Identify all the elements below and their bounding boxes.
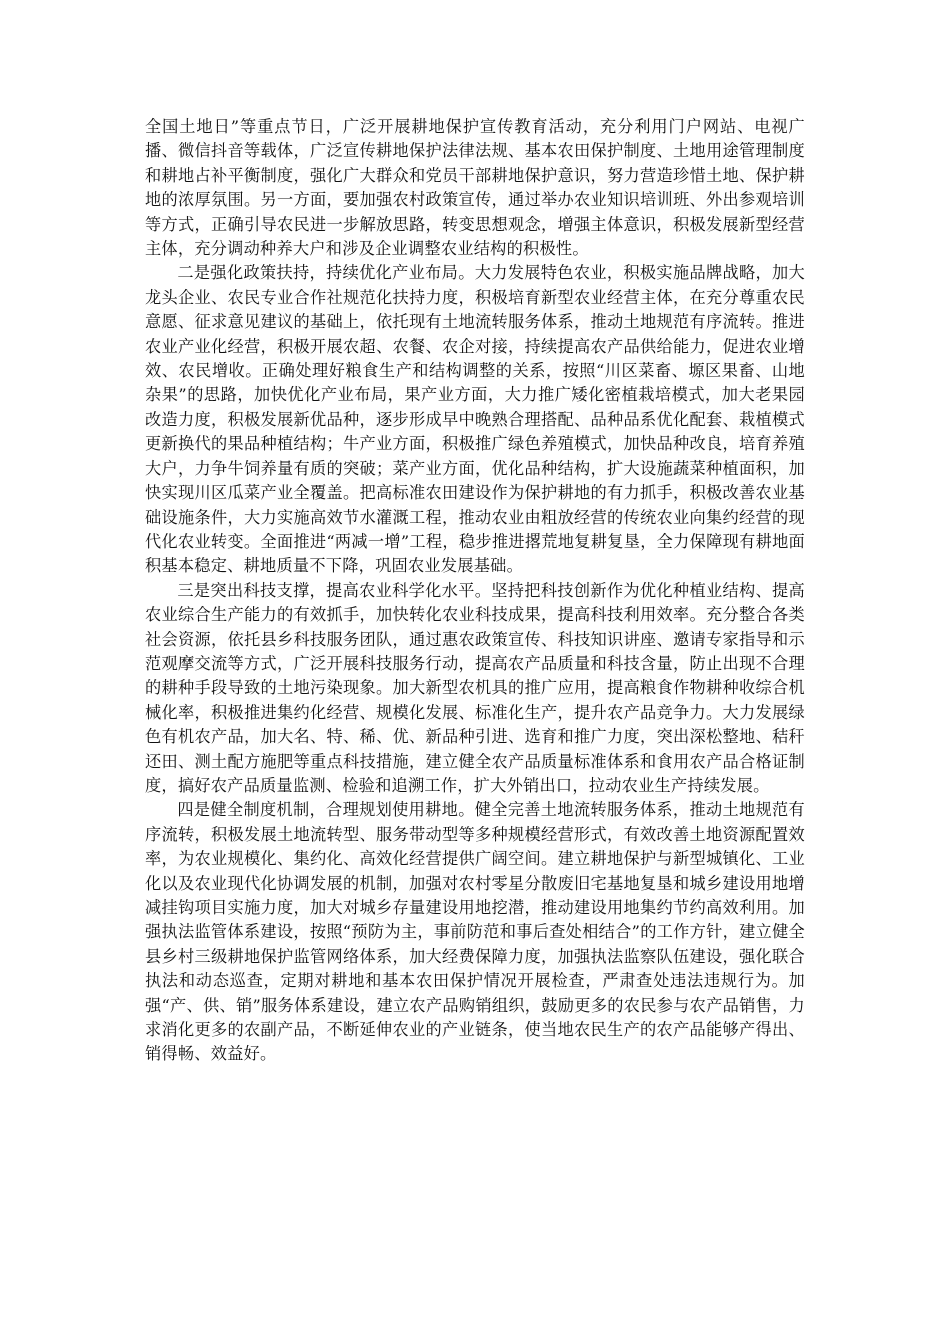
- document-body: [145, 115, 805, 1067]
- paragraph-technology-support: 三是突出科技支撑，提高农业科学化水平。坚持把科技创新作为优化种植业结构、提高农业综合生产能力的有效抓手，加快转化农业科技成果，提高科技利用效率。充分整合各类社会资源，依托县乡科技服务团队，通过惠农政策宣传、科技知识讲座、邀请专家指导和示范观摩交流等方式，广泛开展科技服务行动，提高农产品质量和科技含量，防止出现不合理的耕种手段导致的土地污染现象。加大新型农机具的推广应用，提高粮食作物耕种收综合机械化率，积极推进集约化经营、规模化发展、标准化生产，提升农产品竞争力。大力发展绿色有机农产品，加大名、特、稀、优、新品种引进、选育和推广力度，突出深松整地、秸秆还田、测土配方施肥等重点科技措施，建立健全农产品质量标准体系和食用农产品合格证制度，搞好农产品质量监测、检验和追溯工作，扩大外销出口，拉动农业生产持续发展。: [145, 580, 805, 795]
- paragraph-institutional-mechanism: 四是健全制度机制，合理规划使用耕地。健全完善土地流转服务体系，推动土地规范有序流转，积极发展土地流转型、服务带动型等多种规模经营形式，有效改善土地资源配置效率，为农业规模化、集约化、高效化经营提供广阔空间。建立耕地保护与新型城镇化、工业化以及农业现代化协调发展的机制，加强对农村零星分散废旧宅基地复垦和城乡建设用地增减挂钩项目实施力度，加大对城乡存量建设用地挖潜，推动建设用地集约节约高效利用。加强执法监管体系建设，按照“预防为主，事前防范和事后查处相结合”的工作方针，建立健全县乡村三级耕地保护监管网络体系，加大经费保障力度，加强执法监察队伍建设，强化联合执法和动态巡查，定期对耕地和基本农田保护情况开展检查，严肃查处违法违规行为。加强“产、供、销”服务体系建设，建立农产品购销组织，鼓励更多的农民参与农产品销售，力求消化更多的农副产品，不断延伸农业的产业链条，使当地农民生产的农产品能够产得出、销得畅、效益好。: [145, 800, 805, 1064]
- paragraph-policy-support: 二是强化政策扶持，持续优化产业布局。大力发展特色农业，积极实施品牌战略，加大龙头企业、农民专业合作社规范化扶持力度，积极培育新型农业经营主体，在充分尊重农民意愿、征求意见建议的基础上，依托现有土地流转服务体系，推动土地规范有序流转。推进农业产业化经营，积极开展农超、农餐、农企对接，持续提高农产品供给能力，促进农业增效、农民增收。正确处理好粮食生产和结构调整的关系，按照“川区菜畜、塬区果畜、山地杂果”的思路，加快优化产业布局，果产业方面，大力推广矮化密植栽培模式，加大老果园改造力度，积极发展新优品种，逐步形成早中晚熟合理搭配、品种品系优化配套、栽植模式更新换代的果品种植结构；牛产业方面，积极推广绿色养殖模式，加快品种改良，培育养殖大户，力争牛饲养量有质的突破；菜产业方面，优化品种结构，扩大设施蔬菜种植面积，加快实现川区瓜菜产业全覆盖。把高标准农田建设作为保护耕地的有力抓手，积极改善农业基础设施条件，大力实施高效节水灌溉工程，推动农业由粗放经营的传统农业向集约经营的现代化农业转变。全面推进“两减一增”工程，稳步推进撂荒地复耕复垦，全力保障现有耕地面积基本稳定、耕地质量不下降，巩固农业发展基础。: [145, 263, 805, 576]
- paragraph-publicity: 全国土地日”等重点节日，广泛开展耕地保护宣传教育活动，充分利用门户网站、电视广播、微信抖音等载体，广泛宣传耕地保护法律法规、基本农田保护制度、土地用途管理制度和耕地占补平衡制度，强化广大群众和党员干部耕地保护意识，努力营造珍惜土地、保护耕地的浓厚氛围。另一方面，要加强农村政策宣传，通过举办农业知识培训班、外出参观培训等方式，正确引导农民进一步解放思路，转变思想观念，增强主体意识，积极发展新型经营主体，充分调动种养大户和涉及企业调整农业结构的积极性。: [145, 117, 805, 259]
